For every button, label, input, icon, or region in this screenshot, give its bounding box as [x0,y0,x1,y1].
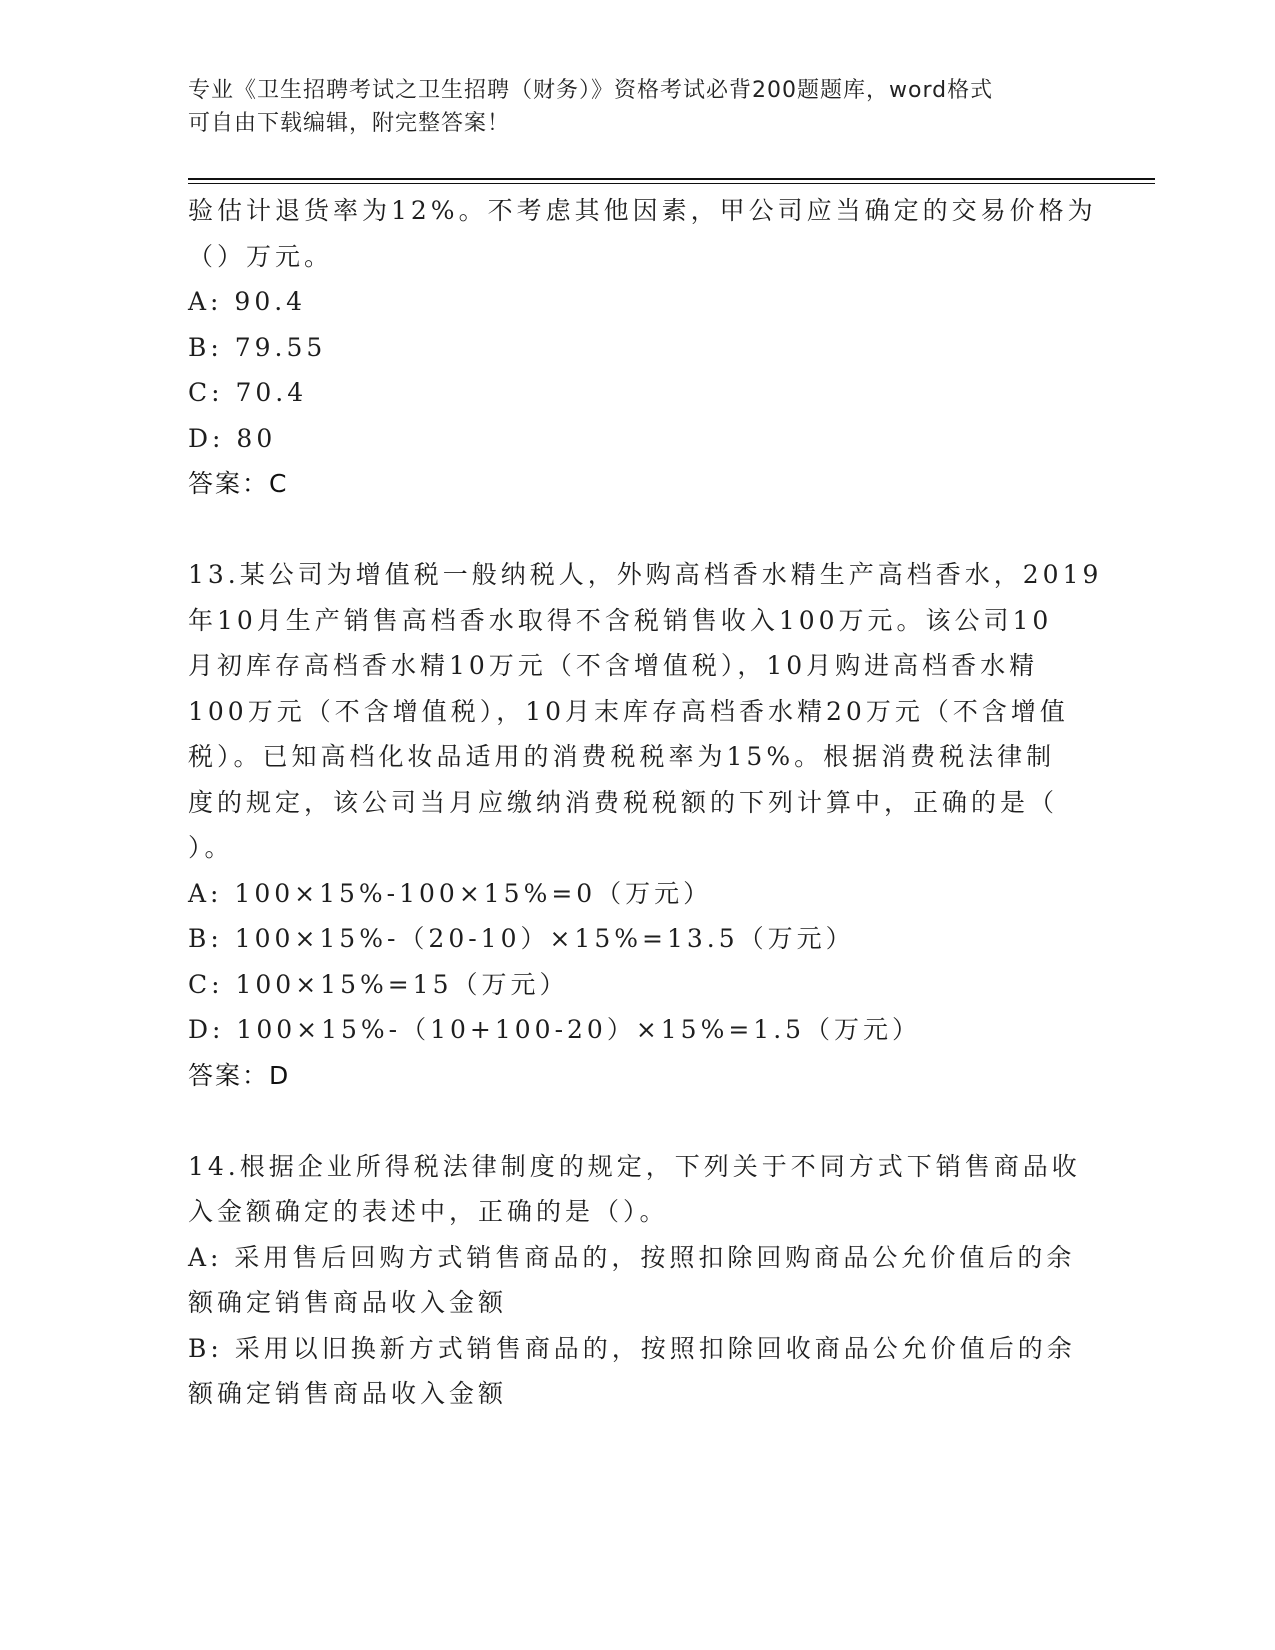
option-b-continued: 额确定销售商品收入金额 [188,1379,508,1408]
question-stem-line: 14.根据企业所得税法律制度的规定，下列关于不同方式下销售商品收 [188,1151,1081,1181]
option-a: A: 100×15%-100×15%=0（万元） [188,878,713,908]
header-divider-thick [188,178,1155,180]
option-b: B: 100×15%-（20-10）×15%=13.5（万元） [188,924,855,953]
question-12 [188,188,1097,507]
question-stem-line: 100万元（不含增值税），10月末库存高档香水精20万元（不含增值 [188,696,1069,726]
answer-line: 答案：C [188,469,289,498]
question-stem-line: 月初库存高档香水精10万元（不含增值税），10月购进高档香水精 [188,651,1039,680]
option-c: C: 70.4 [188,378,308,407]
question-14 [188,1144,1088,1417]
option-a-continued: 额确定销售商品收入金额 [188,1288,508,1317]
option-b: B: 79.55 [188,332,327,362]
header-divider-thin [188,183,1155,184]
document-body [188,188,1103,1417]
question-stem-line: 度的规定，该公司当月应缴纳消费税税额的下列计算中，正确的是（ [188,787,1059,817]
question-stem-line: 税）。已知高档化妆品适用的消费税税率为15%。根据消费税法律制 [188,742,1056,771]
question-stem-line: 13.某公司为增值税一般纳税人，外购高档香水精生产高档香水，2019 [188,560,1103,589]
option-a: A: 采用售后回购方式销售商品的，按照扣除回购商品公允价值后的余 [188,1242,1076,1272]
question-stem-line: 入金额确定的表述中，正确的是（）。 [188,1197,669,1226]
question-stem-line: 年10月生产销售高档香水取得不含税销售收入100万元。该公司10 [188,605,1053,635]
option-c: C: 100×15%=15（万元） [188,969,569,999]
question-stem-line: （）万元。 [188,241,334,271]
spacer [188,507,1088,553]
option-b: B: 采用以旧换新方式销售商品的，按照扣除回收商品公允价值后的余 [188,1333,1076,1363]
header-title-line-2: 可自由下载编辑，附完整答案！ [188,111,511,136]
option-d: D: 100×15%-（10+100-20）×15%=1.5（万元） [188,1015,922,1044]
answer-line: 答案：D [188,1060,291,1090]
document-header [188,74,1068,140]
option-a: A: 90.4 [188,287,307,316]
option-d: D: 80 [188,423,277,453]
question-13 [188,552,1103,1098]
spacer [188,1098,1088,1144]
header-title-line-1: 专业《卫生招聘考试之卫生招聘（财务）》资格考试必背200题题库，word格式 [188,78,994,103]
question-stem-line: 验估计退货率为12%。不考虑其他因素，甲公司应当确定的交易价格为 [188,196,1097,225]
question-stem-line: ）。 [188,833,234,862]
